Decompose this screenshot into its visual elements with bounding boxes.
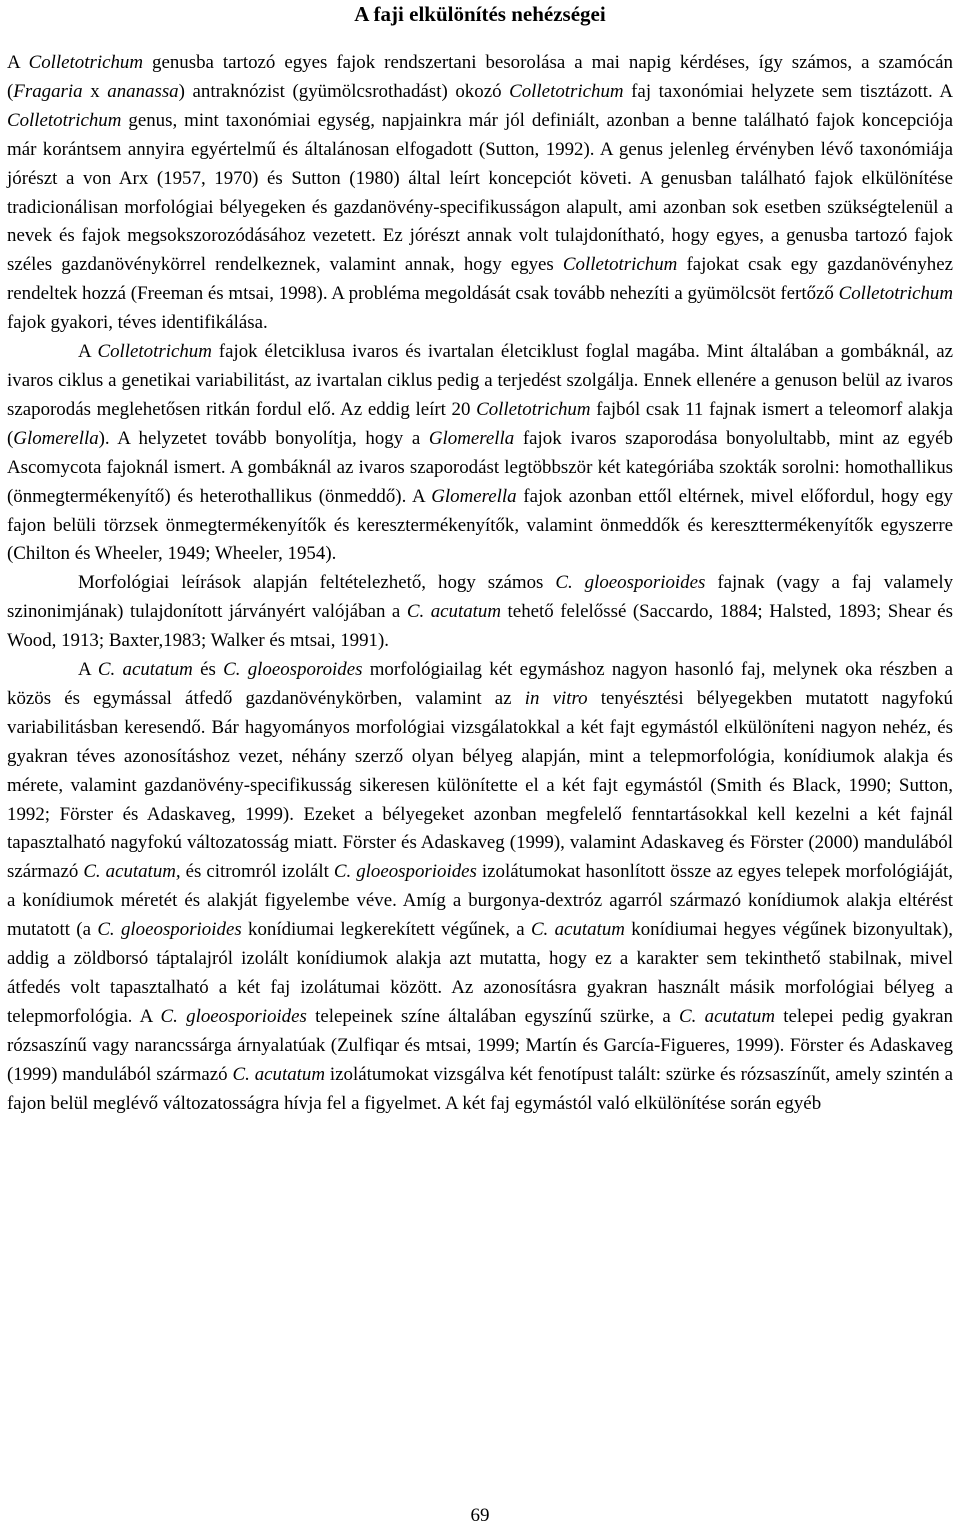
italic-text-run: in vitro: [524, 687, 588, 709]
italic-text-run: C. gloeosporoides: [223, 659, 363, 681]
page-number: 69: [470, 1505, 490, 1526]
italic-text-run: C. acutatum: [530, 919, 625, 941]
text-run: konídiumai hegyes végűnek bizonyultak), addig a zöldborsó táptalajról izolált konídiumok alakja azt mutatta, hogy ez a karakter sem tekinthető stabilnak, mivel átfedés volt tapasztalható a két faj izolátumai között. Az azonosításra gyakran használt másik morfológiai bélyeg a telepmorfológia. A: [7, 919, 953, 1027]
text-run: fajok ivaros szaporodása bonyolultabb, mint az egyéb Ascomycota fajoknál ismert. A gombáknál az ivaros szaporodást legtöbbször két kategóriába szokták sorolni: homothallikus (önmegtermékenyítő) és heterothallikus (önmeddő). A: [7, 427, 953, 507]
text-run: faj taxonómiai helyzete sem tisztázott. A: [623, 80, 953, 102]
text-run: ). A helyzetet tovább bonyolítja, hogy a: [98, 427, 429, 449]
italic-text-run: Colletotrichum: [562, 254, 678, 276]
text-run: x: [82, 80, 108, 102]
text-run: izolátumokat vizsgálva két fenotípust talált: szürke és rózsaszínűt, amely szintén a fajon belül meglévő változatosságra hívja fel a figyelmet. A két faj egymástól való elkülönítése során egyéb: [7, 1063, 954, 1114]
text-run: konídiumai legkerekített végűnek, a: [241, 919, 531, 941]
paragraph-3: [7, 569, 953, 656]
italic-text-run: Glomerella: [431, 485, 517, 507]
text-run: fajból csak 11 fajnak ismert a teleomorf alakja (: [7, 398, 953, 449]
text-run: tehető felelőssé (Saccardo, 1884; Halsted, 1893; Shear és Wood, 1913; Baxter,1983; Walker és mtsai, 1991).: [7, 601, 953, 652]
text-run: fajok gyakori, téves identifikálása.: [7, 312, 268, 334]
paragraph-2: [7, 338, 953, 569]
italic-text-run: C. acutatum: [97, 659, 193, 681]
italic-text-run: Colletotrichum: [28, 52, 143, 73]
italic-text-run: C. acutatum,: [83, 861, 181, 883]
italic-text-run: C. acutatum: [406, 601, 502, 623]
italic-text-run: C. gloeosporioides: [97, 919, 242, 941]
page-title: A faji elkülönítés nehézségei: [354, 2, 606, 26]
text-run: fajnak (vagy a faj valamely szinonimjának) tulajdonított járványért valójában a: [7, 572, 954, 623]
text-run: A: [78, 659, 98, 681]
text-run: ) antraknózist (gyümölcsrothadást) okozó: [178, 80, 510, 102]
italic-text-run: Glomerella: [428, 427, 515, 449]
italic-text-run: C. acutatum: [679, 1005, 775, 1027]
text-run: genus, mint taxonómiai egység, napjainkra már jól definiált, azonban a benne található fajok koncepciója már korántsem annyira egyértelmű és általánosan elfogadott (Sutton, 1992). A genus jelenleg érvényben lévő taxonómiája jórészt a von Arx (1957, 1970) és Sutton (1980) által leírt koncepciót követi. A genusban található fajok elkülönítése tradicionálisan morfológiai bélyegeken és gazdanövény-specifikusságon alapult, ami azonban sok esetben szükségtelenül a nevek és fajok megsokszorozódásához vezetett. Ez jórészt annak volt tulajdonítható, hogy egyes, a genusba tartozó fajok széles gazdanövénykörrel rendelkeznek, valamint annak, hogy egyes: [7, 109, 953, 276]
italic-text-run: C. gloeosporioides: [333, 861, 477, 883]
text-run: fajok életciklusa ivaros és ivartalan életciklust foglal magába. Mint általában a gombáknál, az ivaros ciklus a genetikai variabilitást, az ivartalan ciklus pedig a terjedést szolgálja. Ennek ellenére a genuson belül az ivaros szaporodás meglehetősen ritkán fordul elő. Az eddig leírt 20: [7, 341, 953, 420]
text-run: A: [7, 52, 29, 73]
italic-text-run: Colletotrichum: [476, 398, 591, 420]
italic-text-run: C. gloeosporioides: [555, 572, 706, 594]
italic-text-run: C. acutatum: [232, 1063, 326, 1085]
text-run: fajokat csak egy gazdanövényhez rendeltek hozzá (Freeman és mtsai, 1998). A probléma megoldását csak tovább nehezíti a gyümölcsöt fertőző: [7, 254, 953, 305]
text-run: genusba tartozó egyes fajok rendszertani besorolása a mai napig kérdéses, így számos, a szamócán (: [7, 52, 953, 102]
text-run: és: [192, 659, 224, 681]
body-text: [7, 49, 953, 1119]
text-run: telepei pedig gyakran rózsaszínű vagy narancssárga árnyalatúak (Zulfiqar és mtsai, 1999; Martín és García-Figueres, 1999). Förster és Adaskaveg (1999) mandulából származó: [7, 1005, 953, 1085]
text-run: fajok azonban ettől eltérnek, mivel előfordul, hogy egy fajon belüli törzsek önmegtermékenyítők és keresztermékenyítők, valamint önmeddők és kereszttermékenyítők egyszerre (Chilton és Wheeler, 1949; Wheeler, 1954).: [7, 485, 953, 565]
italic-text-run: C. gloeosporioides: [160, 1005, 307, 1027]
italic-text-run: Glomerella: [13, 427, 99, 449]
paragraph-1: [7, 49, 953, 338]
text-run: tenyésztési bélyegekben mutatott nagyfokú variabilitásban keresendő. Bár hagyományos morfológiai vizsgálatokkal a két fajt egymástól elkülöníteni nagyon nehéz, és gyakran téves azonosításhoz vezet, néhány szerző olyan bélyeg alapján, mint a telepmorfológia, konídiumok alakja és mérete, valamint gazdanövény-specifikusság sikeresen különítette el a két fajt egymástól (Smith és Black, 1990; Sutton, 1992; Förster és Adaskaveg, 1999). Ezeket a bélyegeket azonban megfelelő fenntartásokkal kell kezelni a két fajnál tapasztalható nagyfokú változatosság miatt. Förster és Adaskaveg (1999), valamint Adaskaveg és Förster (2000) mandulából származó: [7, 687, 953, 883]
text-run: Morfológiai leírások alapján feltételezhető, hogy számos: [78, 572, 556, 594]
italic-text-run: Colletotrichum: [838, 283, 953, 305]
text-run: és citromról izolált: [180, 861, 334, 883]
italic-text-run: Colletotrichum: [97, 341, 212, 363]
text-run: izolátumokat hasonlított össze az egyes telepek morfológiáját, a konídiumok méretét és alakját figyelembe véve. Amíg a burgonya-dextróz agarról származó konídiumok alakja eltérést mutatott (a: [7, 861, 953, 941]
paragraph-4: [7, 656, 953, 1119]
text-run: A: [78, 341, 98, 363]
italic-text-run: Colletotrichum: [7, 109, 122, 131]
italic-text-run: ananassa: [107, 80, 179, 102]
italic-text-run: Colletotrichum: [509, 80, 624, 102]
text-run: telepeinek színe általában egyszínű szürke, a: [306, 1005, 680, 1027]
text-run: morfológiailag két egymáshoz nagyon hasonló faj, melynek oka részben a közös és egymással átfedő gazdanövénykörben, valamint az: [7, 659, 953, 709]
italic-text-run: Fragaria: [13, 80, 83, 102]
